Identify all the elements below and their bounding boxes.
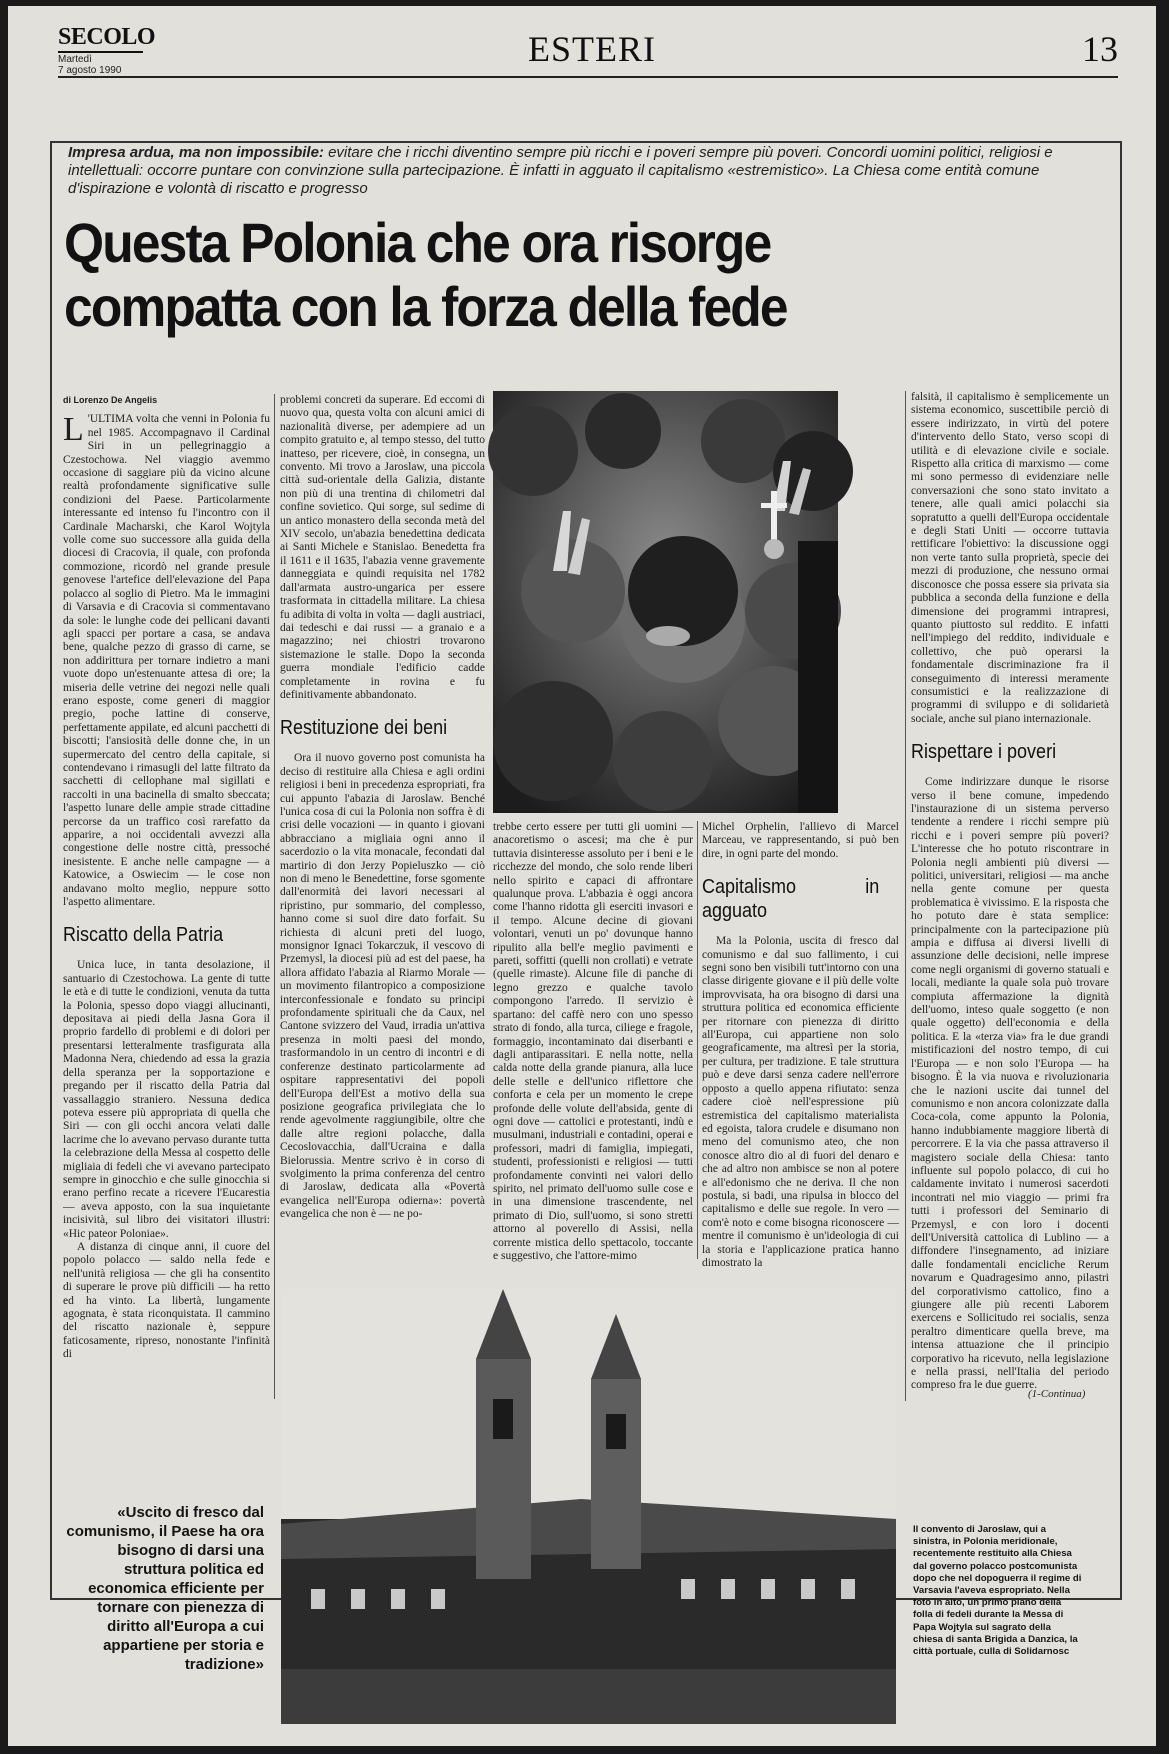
newspaper-logo: SECOLO xyxy=(58,24,156,50)
newspaper-page xyxy=(8,6,1156,1746)
col1-paragraph-2: Unica luce, in tanta desolazione, il santuario di Czestochowa. La gente di tutte le età e di tutte le condizioni, venuta da tutta la Polonia, spesso dopo viaggi allucinanti, depositava ai piedi della Jasna Gora il proprio fardello di problemi e di dolori per presentarsi letteralmente trasfigurata alla Madonna Nera, chiedendo ad essa la grazia della speranza per la sopportazione e pregando per il riscatto della Patria dal vassallaggio straniero. Nessuna dedica poteva essere più appropriata di quella che Siri — con gli occhi ancora velati dalle lacrime che lo avevano pervaso durante tutta la celebrazione della Messa al cospetto delle migliaia di fedeli che vi avevano partecipato sempre in ginocchio e che sulle ginocchia si erano perfino recate a ricevere l'Eucarestia — aveva apposto, con la sua inquietante incisività, sul libro dei visitatori illustri: «Hic pateor Poloniae». xyxy=(63,959,270,1240)
column-1 xyxy=(63,394,270,1399)
col5-paragraph-2: Come indirizzare dunque le risorse verso il bene comune, impedendo l'instaurazione di un sistema perverso tendente a rendere i ricchi sempre più ricchi e i poveri sempre più poveri? L'interesse che ho potuto riscontrare in Polonia negli ambienti più diversi — politici, universitari, religiosi — ma anche nella gente comune per questa problematica è vivissimo. E la risposta che ho potuto dare è stata semplice: principalmente con la partecipazione più ampia e diffusa ai diversi livelli di assunzione delle decisioni, nelle imprese come negli organismi di governo statuali e locali, mediante la quale sola può trovare compiuta affermazione la dignità dell'uomo, inteso quale soggetto (e non quale oggetto) dell'economia e della politica. E la «terza via» fra le due grandi mistificazioni del nostro tempo, di cui l'Europa — e non solo l'Europa — ha bisogno. È la via nuova e rivoluzionaria che le nazioni uscite dai tunnel del comunismo e non ancora colonizzate dalla Coca-cola, come appunto la Polonia, hanno indubbiamente maggiore libertà di percorrere. E la via che passa attraverso il magistero sociale della Chiesa: tanto influente sul popolo polacco, di cui ho caldamente invitato i numerosi sacerdoti incontrati nel mio viaggio — primi fra tutti i professori del Seminario di Przemysl, e con loro i docenti dell'Università cattolica di Lublino — a diffondere l'insegnamento, ad iniziare dalle fondamentali encicliche Rerum novarum e Quadragesimo anno, pilastri del corporativismo cattolico, fino a giungere alle più recenti Laborem exercens e Sollicitudo rei socialis, senza peraltro dimenticare quella breve, ma intensa attuazione che il principio corporativo ha ricevuto, nella legislazione e nella prassi, nell'Italia del periodo compreso fra le due guerre. xyxy=(911,776,1109,1392)
subhead-capitalismo: Capitalismo in agguato xyxy=(702,876,880,923)
column-rule xyxy=(905,391,906,1401)
column-rule xyxy=(274,394,275,1399)
logo-rule xyxy=(58,51,143,53)
headline-line-1: Questa Polonia che ora risorge xyxy=(64,211,771,274)
masthead xyxy=(58,24,1118,78)
col5-paragraph-1: falsità, il capitalismo è semplicemente un sistema economico, suscettibile perciò di essere indirizzato, in virtù del potere d'intervento dello Stato, verso scopi di utilità e di elevazione civile e sociale. Rispetto alla critica di marxismo — come mi sono permesso di evidenziare nelle conversazioni che sono stato invitato a tenere, alle quali amici polacchi sia sopratutto a quelli dell'Europa occidentale e degli Stati Uniti — occorre tuttavia rettificare l'obiettivo: la discussione oggi non verte tanto sulla proprietà, specie dei mezzi di produzione, che nessuno ormai disconosce che possa essere sia privata sia pubblica a seconda della funzione e della dimensione dei programmi intrapresi, quanto piuttosto sul reddito. E infatti nell'impiego del reddito, individuale e collettivo, che può operarsi la fondamentale discriminazione fra il conseguimento di interessi meramente consumistici e la realizzazione di programmi di sviluppo e di solidarietà sociale, anche sul piano internazionale. xyxy=(911,391,1109,725)
subhead-rispettare: Rispettare i poveri xyxy=(911,741,1057,764)
photo-caption: Il convento di Jaroslaw, qui a sinistra, in Polonia meridionale, recentemente restituito alla Chiesa dal governo polacco postcomunista dopo che nel dopoguerra il regime di Varsavia l'aveva espropriato. Nella foto in alto, un primo piano della folla di fedeli durante la Messa di Papa Wojtyla sul sagrato della chiesa di santa Brigida a Danzica, la città portuale, culla di Solidarnosc xyxy=(913,1524,1082,1658)
column-3 xyxy=(493,821,693,1262)
col1-paragraph-3: A distanza di cinque anni, il cuore del popolo polacco — saldo nella fede e nell'unità religiosa — che gli ha consentito di superare le prove più difficili — ha retto ed ha vinto. La libertà, lungamente agognata, è stata riconquistata. Il cammino del riscatto nazionale è, seppure faticosamente, ripreso, nonostante l'infinità di xyxy=(63,1240,270,1361)
kicker-lead: Impresa ardua, ma non impossibile: xyxy=(68,144,324,161)
column-4 xyxy=(702,821,899,1269)
subhead-restituzione: Restituzione dei beni xyxy=(280,717,448,740)
headline-line-2: compatta con la forza della fede xyxy=(64,275,787,338)
crowd-photo xyxy=(493,391,838,813)
col4-paragraph-1: Michel Orphelin, l'allievo di Marcel Marceau, ve rappresentando, si può ben dire, in ogni parte del mondo. xyxy=(702,821,899,860)
continua-note: (1-Continua) xyxy=(1028,1388,1086,1400)
col1-paragraph-1 xyxy=(63,413,270,909)
column-2 xyxy=(280,394,485,1259)
issue-date-text: 7 agosto 1990 xyxy=(58,65,122,76)
section-title: ESTERI xyxy=(528,29,656,69)
byline: di Lorenzo De Angelis xyxy=(63,395,158,405)
col3-paragraph-1: trebbe certo essere per tutti gli uomini — anacoretismo o ascesi; ma che è pur tuttavia disinteresse assoluto per i beni e le ricchezze del mondo, che solo rende liberi nello spirito e capaci di affrontare qualunque prova. L'abbazia è oggi ancora come l'hanno ridotta gli eserciti invasori e il tempo. Alcune decine di giovani volontari, venuti un po' dovunque hanno ripulito alla bell'e meglio pavimenti e pareti, soffitti (quelli non crollati) e vetrate (quelle rimaste). Alcune file di panche di legno grezzo e qualche tavolo compongono l'arredo. Il servizio è spartano: del caffè nero con uno spesso strato di fondo, alla turca, ciliege e fragole, formaggio, incontaminato dai diserbanti e dagli antiparassitari. E nella notte, nella calda notte della grande pianura, alla luce delle stelle e dell'unico riflettore che conforta e cela per un momento le crepe profonde delle volute dell'absida, gente di ogni dove — cattolici e protestanti, indù e musulmani, industriali e contadini, operai e professori, madri di famiglia, impiegati, studenti, professionisti e religiosi — tutti profondamente convinti nei valori dello spirito, nel primato dell'uomo sulle cose e in una dimensione trascendente, nel primato di Dio, sull'uomo, si sono stretti attorno al poverello di Assisi, nella corrente mistica dello spettacolo, toccante e suggestivo, che l'attore-mimo xyxy=(493,821,693,1262)
dropcap: L xyxy=(63,411,84,449)
page-number: 13 xyxy=(1082,29,1118,69)
column-rule xyxy=(697,821,698,1259)
article-headline xyxy=(64,211,1021,339)
convent-photo xyxy=(281,1289,896,1724)
article-kicker xyxy=(68,144,1078,198)
issue-date xyxy=(58,54,121,76)
pull-quote: «Uscito di fresco dal comunismo, il Paese ha ora bisogno di darsi una struttura politica ed economica efficiente per tornare con pienezza di diritto all'Europa a cui appartiene per storia e tradizione» xyxy=(66,1504,264,1673)
col4-paragraph-2: Ma la Polonia, uscita di fresco dal comunismo e dal suo fallimento, i cui segni sono ben visibili tutt'intorno con una classe dirigente giovane e il più delle volte improvvisata, ha ora bisogno di darsi una struttura politica ed economica efficiente per ritornare con pienezza di diritto all'Europa, cui appartiene non solo geograficamente, ma altresì per la storia, per cultura, per tradizione. E tale struttura può e deve darsi senza cadere nell'errore opposto a quello appena rifiutato: senza cadere cioè nell'espressione più estremistica del capitalismo materialista ed egoista, talora crudele e disumano non meno del comunismo ateo, che non conosce altro dio al di fuori del denaro e che ad altro non ambisce se non al potere e all'edonismo che ne deriva. Il che non postula, si badi, una ripulsa in blocco del capitalismo e delle sue regole. In vero — com'è noto e come bisogna riconoscere — mentre il comunismo è un'ideologia di cui la storia e l'applicazione pratica hanno dimostrato la xyxy=(702,935,899,1269)
col2-paragraph-2: Ora il nuovo governo post comunista ha deciso di restituire alla Chiesa e agli ordini religiosi i beni in precedenza espropriati, fra cui appunto l'abazia di Jaroslaw. Benché l'unica cosa di cui la Polonia non soffra è di crisi delle vocazioni — in quanto i giovani abbracciano a migliaia ogni anno il sacerdozio o la vita monacale, fecondati dal martirio di don Jerzy Popieluszko — ciò non di meno le Benedettine, forse sgomente dall'enormità dei lavori necessari al ripristino, pur sommario, del complesso, hanno come si suol dire dato forfait. Su richiesta di alcuni preti del luogo, monsignor Ignaci Tokarczuk, il vescovo di Przemysl, la diocesi più ad est del paese, ha allora affidato l'abazia al Riarmo Morale — un movimento filantropico a composizione interconfessionale e fondato su principi profondamente spirituali che da Caux, nel Cantone svizzero del Vaud, irradia un'attiva presenza in molti paesi del mondo, trasformandolo in un centro di incontri e di conferenze destinato particolarmente ad ospitare rappresentativi dei popoli dell'Europa dell'Est a motivo della sua posizione geografica privilegiata che lo rende agevolmente raggiungibile, oltre che dalle altre regioni polacche, dalla Cecoslovacchia, dall'Ucraina e dalla Bielorussia. Mentre scrivo è in corso di svolgimento la prima conferenza del centro di Jaroslaw, dedicata alla «Povertà evangelica nell'Europa odierna»: povertà evangelica che non è — ne po- xyxy=(280,752,485,1221)
column-5 xyxy=(911,391,1109,1392)
col1-p1-text: 'ULTIMA volta che venni in Polonia fu nel 1985. Accompagnavo il Cardinal Siri in un pellegrinaggio a Czestochowa. Nel viaggio avemmo occasione di saggiare più da vicino alcune realtà profondamente significative sulle condizioni del Paese. Particolarmente interessante ed intenso fu l'incontro con il Cardinale Macharski, che Karol Wojtyla volle come suo successore alla guida della diocesi di Cracovia, il quale, con profonda commozione, ricordò nel grande presule genovese l'artefice dell'elevazione del Papa polacco al soglio di Pietro. Ma le immagini di Varsavia e di Cracovia si commentavano da sole: le lunghe code dei pellicani davanti agli spacci per portare a casa, se andava bene, qualche pezzo di grasso di carne, se non addirittura per tornare indietro a mani vuote dopo un'estenuante attesa di ore; la miseria delle vetrine dei negozi nelle quali erano esposte, come generi di maggior pregio, poche lattine di conserve, perfettamente appilate, ed alcuni pacchetti di biscotti; l'ansiosità delle donne che, in un supermercato del centro della capitale, si contendevano i rimasugli del latte filtrato da sacchetti di cellophane mal sigillati e raccolti in una bacinella di smalto sbeccata; l'aspetto lunare delle ampie strade cittadine percorse da un traffico così rarefatto da apparire, a noi occidentali avvezzi alla congestione delle nostre città, pressoché inesistente. E anche nelle campagne — a Katowice, a Oswiecim — le cose non andavano molto meglio, neppure sotto l'aspetto alimentare. xyxy=(63,413,270,909)
issue-day: Martedì xyxy=(58,54,92,65)
col2-paragraph-1: problemi concreti da superare. Ed eccomi di nuovo qua, questa volta con alcuni amici di nazionalità diverse, per adempiere ad un compito gratuito e, al tempo stesso, del tutto inatteso, per ricevere, cioè, in consegna, un convento. Mi trovo a Jaroslaw, una piccola città sud-orientale della Galizia, distante non più di una trentina di chilometri dal confine sovietico. Qui sorge, sul sedime di un antico monastero della seconda metà del XIV secolo, un'abazia benedettina dedicata ai Santi Michele e Stanislao. Benedetta fra il 1611 e il 1635, l'abazia venne gravemente danneggiata e quindi requisita nel 1782 dall'armata austro-ungarica per essere trasformata in cittadella militare. La chiesa fu adibita di volta in volta — dagli austriaci, dai tedeschi e dai russi — a granaio e a magazzino; nei chiostri trovarono sistemazione le stalle. Dopo la seconda guerra mondiale l'edificio cadde completamente in rovina e fu definitivamente abbandonato. xyxy=(280,394,485,701)
subhead-riscatto: Riscatto della Patria xyxy=(63,924,224,947)
kicker-text: evitare che i ricchi diventino sempre più ricchi e i poveri sempre più poveri. Concordi uomini politici, religiosi e intellettuali: occorre puntare con convinzione sulla partecipazione. È infatti in agguato il capitalismo «estremistico». La Chiesa come entità comune d'ispirazione e volontà di riscatto e progresso xyxy=(68,144,1053,197)
